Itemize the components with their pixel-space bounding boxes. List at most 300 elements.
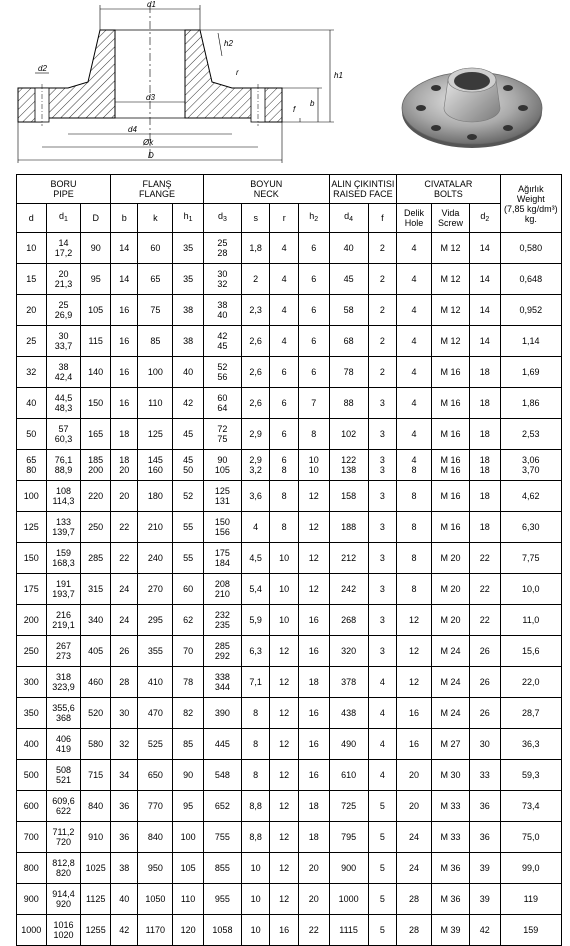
cell-h1: 62 xyxy=(173,605,204,636)
cell-d1 xyxy=(46,326,81,357)
col-screw: Vida Screw xyxy=(431,204,469,233)
cell-r: 4 xyxy=(270,264,299,295)
cell-hole: 8 xyxy=(397,543,432,574)
cell-d1 xyxy=(46,729,81,760)
cell-d2: 14 xyxy=(469,295,500,326)
cell-s: 8 xyxy=(241,760,270,791)
cell-line: 18 xyxy=(479,465,490,475)
cell-line: 139,7 xyxy=(52,527,75,537)
cell-line: 125 xyxy=(214,486,230,496)
cell-d2: 18 xyxy=(469,388,500,419)
col-d1: $d_1$ xyxy=(46,204,81,233)
cell-D: 1025 xyxy=(81,853,111,884)
cell-d4: 900 xyxy=(329,853,368,884)
cell-f: 3 xyxy=(368,605,397,636)
table-row xyxy=(17,791,562,822)
cell-w: 6,30 xyxy=(500,512,561,543)
cell-line: 508 xyxy=(55,765,71,775)
cell-w: 0,648 xyxy=(500,264,561,295)
cell-line: 114,3 xyxy=(52,496,75,506)
col-h2: $h_2$ xyxy=(298,204,329,233)
cell-line: 18 xyxy=(119,455,130,465)
cell-d2: 39 xyxy=(469,884,500,915)
cell-d2: 18 xyxy=(469,419,500,450)
cell-hole: 8 xyxy=(397,512,432,543)
cell-d1 xyxy=(46,605,81,636)
cell-line: 17,2 xyxy=(54,248,73,258)
dim-D-label: D xyxy=(148,151,154,160)
cell-line: 185 xyxy=(88,455,104,465)
dim-r-label: r xyxy=(236,68,239,77)
cell-d3 xyxy=(203,357,241,388)
cell-s: 4 xyxy=(241,512,270,543)
cell-h1: 100 xyxy=(173,822,204,853)
cell-line: 323,9 xyxy=(52,682,75,692)
cell-k xyxy=(138,450,173,481)
cell-f: 3 xyxy=(368,388,397,419)
table-row xyxy=(17,481,562,512)
cell-screw: M 12 xyxy=(431,295,469,326)
cell-d: 40 xyxy=(17,388,47,419)
cell-d4: 88 xyxy=(329,388,368,419)
cell-f: 3 xyxy=(368,636,397,667)
cell-f: 4 xyxy=(368,729,397,760)
cell-d3 xyxy=(203,295,241,326)
cell-s: 8 xyxy=(241,729,270,760)
dim-k-label: Øk xyxy=(143,138,154,147)
cell-k: 295 xyxy=(138,605,173,636)
cell-d1 xyxy=(46,822,81,853)
dim-h2-label: h2 xyxy=(224,39,233,48)
cell-f xyxy=(368,450,397,481)
cell-d1 xyxy=(46,388,81,419)
cell-screw: M 33 xyxy=(431,822,469,853)
cell-d3: 1058 xyxy=(203,915,241,946)
cell-line: 80 xyxy=(26,465,37,475)
cell-line: 65 xyxy=(26,455,37,465)
cell-k: 110 xyxy=(138,388,173,419)
cell-d1 xyxy=(46,419,81,450)
cell-line: 1016 xyxy=(53,920,74,930)
cell-b: 36 xyxy=(110,822,137,853)
cell-d4: 212 xyxy=(329,543,368,574)
cell-hole xyxy=(397,450,432,481)
cell-line: 208 xyxy=(214,579,230,589)
cell-d3: 955 xyxy=(203,884,241,915)
cell-screw: M 24 xyxy=(431,636,469,667)
cell-d: 25 xyxy=(17,326,47,357)
cell-d4: 378 xyxy=(329,667,368,698)
cell-b: 14 xyxy=(110,264,137,295)
cell-h2: 18 xyxy=(298,822,329,853)
cell-line: 609,6 xyxy=(52,796,75,806)
cell-screw: M 16 xyxy=(431,357,469,388)
cell-w xyxy=(500,450,561,481)
cell-line: 105 xyxy=(214,465,230,475)
cell-d: 700 xyxy=(17,822,47,853)
cell-screw: M 36 xyxy=(431,884,469,915)
cell-d: 400 xyxy=(17,729,47,760)
cell-s: 10 xyxy=(241,915,270,946)
cell-d4: 725 xyxy=(329,791,368,822)
col-d: d xyxy=(17,204,47,233)
cell-s: 8,8 xyxy=(241,791,270,822)
cell-d4: 610 xyxy=(329,760,368,791)
cell-screw: M 24 xyxy=(431,698,469,729)
cell-h2: 16 xyxy=(298,760,329,791)
cell-line: 193,7 xyxy=(52,589,75,599)
cell-line: 2,9 xyxy=(249,455,262,465)
cell-d1 xyxy=(46,574,81,605)
cell-line: 10 xyxy=(308,465,319,475)
cell-screw: M 12 xyxy=(431,264,469,295)
cell-D: 90 xyxy=(81,233,111,264)
cell-k: 1050 xyxy=(138,884,173,915)
cell-line: 210 xyxy=(214,589,230,599)
cell-hole: 12 xyxy=(397,636,432,667)
cell-line: 108 xyxy=(55,486,71,496)
cell-w: 119 xyxy=(500,884,561,915)
cell-d2: 26 xyxy=(469,667,500,698)
cell-line: 28 xyxy=(217,248,228,258)
cell-line: 267 xyxy=(55,641,71,651)
cell-r: 16 xyxy=(270,915,299,946)
cell-hole: 24 xyxy=(397,853,432,884)
col-s: s xyxy=(241,204,270,233)
group-pipe: BORU PIPE xyxy=(17,175,111,204)
cell-b: 20 xyxy=(110,481,137,512)
cell-d1 xyxy=(46,791,81,822)
cell-d2: 18 xyxy=(469,481,500,512)
cell-b: 26 xyxy=(110,636,137,667)
cell-line: 292 xyxy=(214,651,230,661)
cell-r: 4 xyxy=(270,326,299,357)
cell-h1: 78 xyxy=(173,667,204,698)
cell-h2: 6 xyxy=(298,233,329,264)
cell-line: 42,4 xyxy=(54,372,73,382)
cell-w: 75,0 xyxy=(500,822,561,853)
cell-line: 60,3 xyxy=(54,434,73,444)
cell-d1 xyxy=(46,698,81,729)
cell-d: 32 xyxy=(17,357,47,388)
cell-line: 25 xyxy=(58,300,69,310)
cell-f: 3 xyxy=(368,512,397,543)
cell-screw: M 20 xyxy=(431,605,469,636)
cell-D: 1255 xyxy=(81,915,111,946)
cell-h1: 90 xyxy=(173,760,204,791)
cell-d3 xyxy=(203,233,241,264)
cell-k: 75 xyxy=(138,295,173,326)
cell-line: 90 xyxy=(217,455,228,465)
dim-d1-label: d1 xyxy=(147,0,156,9)
cell-b: 16 xyxy=(110,326,137,357)
cell-d2: 22 xyxy=(469,574,500,605)
cell-line: 338 xyxy=(214,672,230,682)
cell-r: 12 xyxy=(270,760,299,791)
cell-line: 419 xyxy=(55,744,71,754)
cell-w: 7,75 xyxy=(500,543,561,574)
cell-b: 24 xyxy=(110,574,137,605)
cell-b: 38 xyxy=(110,853,137,884)
cell-d3 xyxy=(203,450,241,481)
cell-h1: 40 xyxy=(173,357,204,388)
cell-w: 0,952 xyxy=(500,295,561,326)
cell-d3 xyxy=(203,481,241,512)
table-row xyxy=(17,636,562,667)
col-hole: Delik Hole xyxy=(397,204,432,233)
cell-d: 500 xyxy=(17,760,47,791)
cell-k: 85 xyxy=(138,326,173,357)
cell-line: 159 xyxy=(55,548,71,558)
cell-h2: 8 xyxy=(298,419,329,450)
cell-r: 10 xyxy=(270,543,299,574)
cell-d1 xyxy=(46,915,81,946)
col-d4: $d_4$ xyxy=(329,204,368,233)
cell-line: 32 xyxy=(217,279,228,289)
cell-k: 100 xyxy=(138,357,173,388)
cell-line: 45 xyxy=(183,455,194,465)
cell-h1: 82 xyxy=(173,698,204,729)
cell-b: 14 xyxy=(110,233,137,264)
cell-k: 770 xyxy=(138,791,173,822)
cell-d3: 390 xyxy=(203,698,241,729)
cell-d2: 14 xyxy=(469,326,500,357)
cell-line: 3 xyxy=(379,455,385,465)
cell-screw: M 16 xyxy=(431,512,469,543)
table-row xyxy=(17,884,562,915)
cell-d4: 268 xyxy=(329,605,368,636)
cell-d2: 33 xyxy=(469,760,500,791)
cell-w: 15,6 xyxy=(500,636,561,667)
cell-D: 150 xyxy=(81,388,111,419)
cell-line: 191 xyxy=(55,579,71,589)
cell-line: 50 xyxy=(183,465,194,475)
cell-d1 xyxy=(46,357,81,388)
cell-d: 100 xyxy=(17,481,47,512)
cell-w: 2,53 xyxy=(500,419,561,450)
cell-r: 10 xyxy=(270,605,299,636)
cell-h1: 42 xyxy=(173,388,204,419)
cell-d3 xyxy=(203,543,241,574)
cell-f: 2 xyxy=(368,233,397,264)
cell-line: 914,4 xyxy=(52,889,75,899)
cell-line: 76,1 xyxy=(54,455,73,465)
cell-b: 18 xyxy=(110,419,137,450)
cell-line: 175 xyxy=(214,548,230,558)
cell-D: 165 xyxy=(81,419,111,450)
cell-w: 28,7 xyxy=(500,698,561,729)
cell-hole: 12 xyxy=(397,605,432,636)
cell-line: 318 xyxy=(55,672,71,682)
table-row xyxy=(17,853,562,884)
cell-line: 75 xyxy=(217,434,228,444)
cell-line: 1020 xyxy=(53,930,74,940)
cell-d4: 438 xyxy=(329,698,368,729)
table-row xyxy=(17,915,562,946)
cell-d: 600 xyxy=(17,791,47,822)
cell-line: M 16 xyxy=(440,465,461,475)
cell-d: 20 xyxy=(17,295,47,326)
cell-screw: M 36 xyxy=(431,853,469,884)
cell-k: 240 xyxy=(138,543,173,574)
cell-D xyxy=(81,450,111,481)
group-weight: Ağırlık Weight (7,85 kg/dm³) kg. xyxy=(500,175,561,233)
cell-screw: M 16 xyxy=(431,388,469,419)
cell-s: 6,3 xyxy=(241,636,270,667)
cell-h2: 16 xyxy=(298,605,329,636)
cell-b: 16 xyxy=(110,388,137,419)
table-row xyxy=(17,233,562,264)
cell-D: 910 xyxy=(81,822,111,853)
cell-screw: M 12 xyxy=(431,326,469,357)
cell-line: 3,06 xyxy=(522,455,540,465)
cell-s: 2,6 xyxy=(241,388,270,419)
cell-s: 4,5 xyxy=(241,543,270,574)
dim-h1-label: h1 xyxy=(334,71,343,80)
cell-line: 820 xyxy=(55,868,71,878)
cell-screw: M 16 xyxy=(431,419,469,450)
cell-d4: 158 xyxy=(329,481,368,512)
cell-b: 22 xyxy=(110,543,137,574)
cell-b: 36 xyxy=(110,791,137,822)
group-raised-face: ALIN ÇIKINTISI RAISED FACE xyxy=(329,175,397,204)
cell-h2 xyxy=(298,450,329,481)
cell-line: 521 xyxy=(55,775,71,785)
cell-line: 38 xyxy=(58,362,69,372)
cell-line: 64 xyxy=(217,403,228,413)
group-flange: FLANŞ FLANGE xyxy=(110,175,203,204)
cell-k: 1170 xyxy=(138,915,173,946)
cell-h2: 6 xyxy=(298,295,329,326)
cell-f: 2 xyxy=(368,295,397,326)
table-row xyxy=(17,729,562,760)
cell-k: 410 xyxy=(138,667,173,698)
cell-d1 xyxy=(46,264,81,295)
cell-h1: 45 xyxy=(173,419,204,450)
cell-d: 900 xyxy=(17,884,47,915)
cell-screw: M 12 xyxy=(431,233,469,264)
cell-b: 28 xyxy=(110,667,137,698)
cell-w: 1,86 xyxy=(500,388,561,419)
cell-k: 470 xyxy=(138,698,173,729)
cell-hole: 20 xyxy=(397,791,432,822)
cell-D: 285 xyxy=(81,543,111,574)
cell-D: 140 xyxy=(81,357,111,388)
cell-h1: 110 xyxy=(173,884,204,915)
table-row xyxy=(17,295,562,326)
cell-d2: 42 xyxy=(469,915,500,946)
cell-h1 xyxy=(173,450,204,481)
cell-line: 14 xyxy=(58,238,69,248)
cell-d4: 1115 xyxy=(329,915,368,946)
cell-r: 10 xyxy=(270,574,299,605)
cell-screw: M 27 xyxy=(431,729,469,760)
cell-d1 xyxy=(46,543,81,574)
cell-r: 12 xyxy=(270,636,299,667)
cell-d2 xyxy=(469,450,500,481)
cell-b: 16 xyxy=(110,357,137,388)
cell-k: 60 xyxy=(138,233,173,264)
cell-h1: 120 xyxy=(173,915,204,946)
cell-b: 34 xyxy=(110,760,137,791)
cell-line: 133 xyxy=(55,517,71,527)
cell-line: 33,7 xyxy=(54,341,73,351)
dim-f-label: f xyxy=(293,105,296,114)
cell-k: 840 xyxy=(138,822,173,853)
cell-line: 184 xyxy=(214,558,230,568)
cell-k: 125 xyxy=(138,419,173,450)
cell-k: 525 xyxy=(138,729,173,760)
cell-screw xyxy=(431,450,469,481)
cell-r: 12 xyxy=(270,884,299,915)
cell-b: 24 xyxy=(110,605,137,636)
cell-d3 xyxy=(203,264,241,295)
cell-d3 xyxy=(203,512,241,543)
cell-h1: 38 xyxy=(173,326,204,357)
cell-w: 4,62 xyxy=(500,481,561,512)
cell-line: 720 xyxy=(55,837,71,847)
flange-photo xyxy=(402,68,542,148)
cell-h1: 60 xyxy=(173,574,204,605)
cell-b: 16 xyxy=(110,295,137,326)
cell-line: 406 xyxy=(55,734,71,744)
cell-d1 xyxy=(46,512,81,543)
cell-f: 2 xyxy=(368,264,397,295)
cell-line: 368 xyxy=(55,713,71,723)
cell-s: 2,6 xyxy=(241,357,270,388)
cell-s: 2 xyxy=(241,264,270,295)
cell-d2: 36 xyxy=(469,791,500,822)
cell-f: 4 xyxy=(368,667,397,698)
cell-f: 5 xyxy=(368,791,397,822)
cell-f: 4 xyxy=(368,760,397,791)
cell-d1 xyxy=(46,884,81,915)
cell-f: 5 xyxy=(368,822,397,853)
cell-d4: 242 xyxy=(329,574,368,605)
cell-line: 40 xyxy=(217,310,228,320)
cell-line: 3,70 xyxy=(522,465,540,475)
cell-D: 95 xyxy=(81,264,111,295)
cell-f: 4 xyxy=(368,698,397,729)
cell-line: 52 xyxy=(217,362,228,372)
cell-f: 3 xyxy=(368,481,397,512)
cell-d4: 40 xyxy=(329,233,368,264)
cell-line: 8 xyxy=(411,465,417,475)
cell-D: 340 xyxy=(81,605,111,636)
cell-d1 xyxy=(46,760,81,791)
cell-r xyxy=(270,450,299,481)
cell-f: 5 xyxy=(368,853,397,884)
table-row xyxy=(17,605,562,636)
cell-w: 1,69 xyxy=(500,357,561,388)
cell-h1: 35 xyxy=(173,264,204,295)
cell-hole: 28 xyxy=(397,915,432,946)
cell-h2: 12 xyxy=(298,543,329,574)
cell-f: 3 xyxy=(368,574,397,605)
cell-d4: 45 xyxy=(329,264,368,295)
cell-line: 273 xyxy=(55,651,71,661)
table-row xyxy=(17,760,562,791)
cell-d: 175 xyxy=(17,574,47,605)
cell-d4: 58 xyxy=(329,295,368,326)
table-row xyxy=(17,326,562,357)
cell-line: 42 xyxy=(217,331,228,341)
cell-D: 405 xyxy=(81,636,111,667)
cell-d4 xyxy=(329,450,368,481)
cell-r: 12 xyxy=(270,822,299,853)
flange-dimension-table xyxy=(16,174,562,946)
cell-d2: 22 xyxy=(469,605,500,636)
